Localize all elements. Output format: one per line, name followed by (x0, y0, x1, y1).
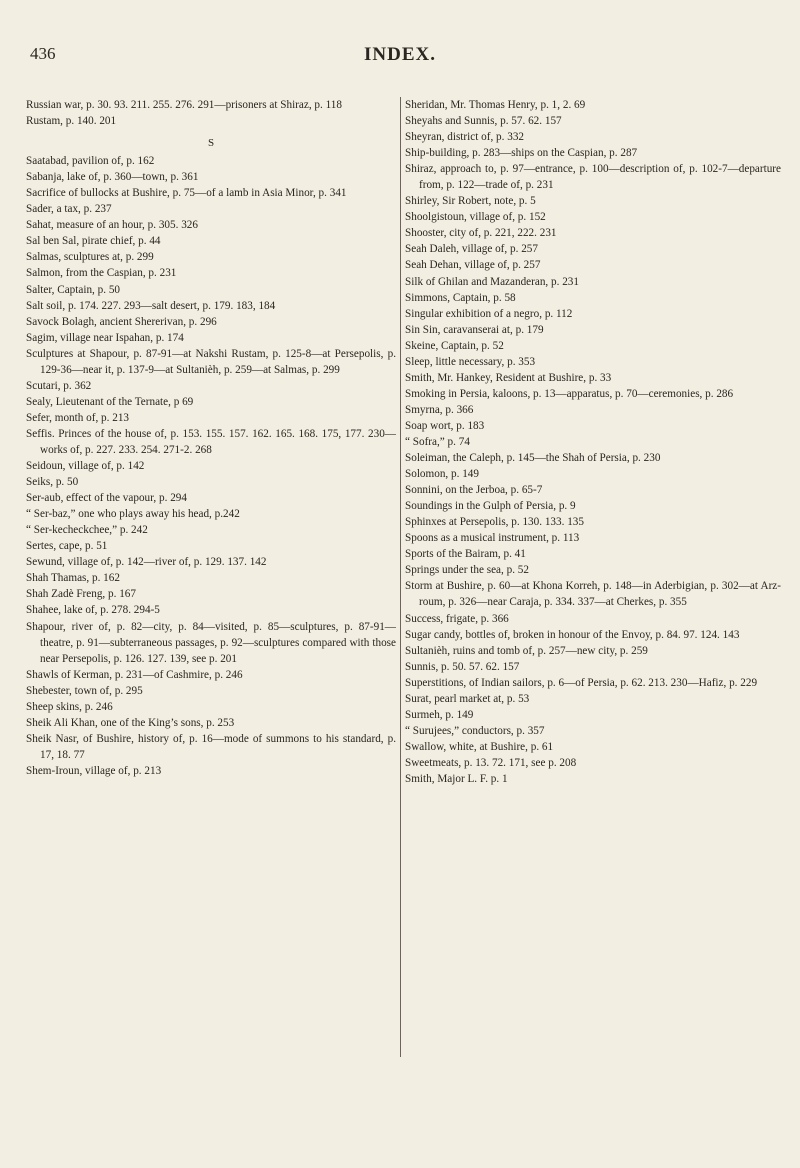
index-entry: Shiraz, approach to, p. 97—entrance, p. 100—description of, p. 102-7—departure from, p. 122—trade of, p. 231 (405, 163, 781, 192)
index-entry: Singular exhibition of a negro, p. 112 (405, 307, 573, 320)
page-header (0, 44, 800, 74)
index-entry: Solomon, p. 149 (405, 468, 479, 481)
index-entry: Shebester, town of, p. 295 (26, 684, 143, 697)
index-entry: Sleep, little necessary, p. 353 (405, 355, 536, 368)
index-entry: Sugar candy, bottles of, broken in honour of the Envoy, p. 84. 97. 124. 143 (405, 628, 740, 641)
index-entry: Spoons as a musical instrument, p. 113 (405, 532, 580, 545)
index-entry: Seidoun, village of, p. 142 (26, 460, 145, 473)
index-entry: “ Surujees,” conductors, p. 357 (405, 724, 545, 737)
column-divider (400, 97, 401, 1057)
section-letter: S (207, 137, 215, 150)
index-entry: Shah Thamas, p. 162 (26, 572, 120, 585)
index-entry: Success, frigate, p. 366 (405, 612, 509, 625)
index-entry: Shem-Iroun, village of, p. 213 (26, 764, 162, 777)
index-entry: Sunnis, p. 50. 57. 62. 157 (405, 660, 520, 673)
index-entry: Sader, a tax, p. 237 (26, 203, 112, 216)
index-column-left (26, 97, 396, 779)
index-entry: Soundings in the Gulph of Persia, p. 9 (405, 500, 576, 513)
index-entry: Soleiman, the Caleph, p. 145—the Shah of Persia, p. 230 (405, 452, 661, 465)
index-entry: Sheyahs and Sunnis, p. 57. 62. 157 (405, 115, 562, 128)
index-entry: Sabanja, lake of, p. 360—town, p. 361 (26, 171, 199, 184)
index-entry: Scutari, p. 362 (26, 379, 92, 392)
index-entry: Sefer, month of, p. 213 (26, 411, 130, 424)
index-entry: Smyrna, p. 366 (405, 403, 474, 416)
index-entry: Shawls of Kerman, p. 231—of Cashmire, p. 246 (26, 668, 243, 681)
index-entry: Ser-aub, effect of the vapour, p. 294 (26, 492, 187, 505)
index-entry: Sahat, measure of an hour, p. 305. 326 (26, 219, 198, 232)
index-entry: Sonnini, on the Jerboa, p. 65-7 (405, 484, 543, 497)
index-entry: Russian war, p. 30. 93. 211. 255. 276. 291—prisoners at Shiraz, p. 118 (26, 99, 342, 111)
index-entry: Smoking in Persia, kaloons, p. 13—apparatus, p. 70—ceremonies, p. 286 (405, 387, 734, 400)
index-entry: Salmon, from the Caspian, p. 231 (26, 267, 177, 280)
index-entry: Seiks, p. 50 (26, 476, 79, 489)
index-entry: Saatabad, pavilion of, p. 162 (26, 155, 155, 168)
index-column-right (405, 97, 781, 787)
index-entry: Shahee, lake of, p. 278. 294-5 (26, 604, 160, 617)
index-entry: Soap wort, p. 183 (405, 419, 485, 432)
index-entry: “ Ser-baz,” one who plays away his head, p.242 (26, 508, 240, 521)
index-entry: Sheik Ali Khan, one of the King’s sons, p. 253 (26, 716, 235, 729)
index-entry: Sagim, village near Ispahan, p. 174 (26, 331, 184, 344)
index-entry: Sealy, Lieutenant of the Ternate, p 69 (26, 395, 194, 408)
page-number: 436 (30, 44, 56, 63)
index-entry: Salmas, sculptures at, p. 299 (26, 251, 154, 264)
index-entry: Shooster, city of, p. 221, 222. 231 (405, 227, 557, 240)
index-entry: Surmeh, p. 149 (405, 708, 474, 721)
index-entry: Salter, Captain, p. 50 (26, 283, 121, 296)
index-entry: Skeine, Captain, p. 52 (405, 339, 504, 352)
index-entry: Surat, pearl market at, p. 53 (405, 692, 530, 705)
index-entry: Sertes, cape, p. 51 (26, 540, 108, 553)
index-entry: Shirley, Sir Robert, note, p. 5 (405, 195, 536, 208)
index-entry: Smith, Major L. F. p. 1 (405, 772, 508, 785)
index-entry: Springs under the sea, p. 52 (405, 564, 529, 577)
index-entry: Seah Daleh, village of, p. 257 (405, 243, 538, 256)
index-entry: Savock Bolagh, ancient Shererivan, p. 296 (26, 315, 217, 328)
index-entry: Superstitions, of Indian sailors, p. 6—of Persia, p. 62. 213. 230—Hafiz, p. 229 (405, 676, 758, 689)
index-entry: Ship-building, p. 283—ships on the Caspian, p. 287 (405, 147, 638, 160)
index-entry: Storm at Bushire, p. 60—at Khona Korreh, p. 148—in Aderbigian, p. 302—at Arz-roum, p. 326—near Caraja, p. 334. 337—at Cherkes, p. 355 (405, 580, 781, 609)
index-entry: Simmons, Captain, p. 58 (405, 291, 516, 304)
index-entry: Sultanièh, ruins and tomb of, p. 257—new city, p. 259 (405, 644, 648, 657)
index-entry: Sphinxes at Persepolis, p. 130. 133. 135 (405, 516, 584, 529)
index-entry: Rustam, p. 140. 201 (26, 115, 117, 128)
index-entry: “ Sofra,” p. 74 (405, 435, 470, 448)
index-entry: “ Ser-kecheckchee,” p. 242 (26, 524, 148, 537)
index-entry: Shapour, river of, p. 82—city, p. 84—visited, p. 85—sculptures, p. 87-91—theatre, p. 91—subterraneous passages, p. 92—sculptures compared with those near Persepolis, p. 126. 127. 139, see p. 201 (26, 620, 396, 665)
index-entry: Sheik Nasr, of Bushire, history of, p. 16—mode of summons to his standard, p. 17, 18. 77 (26, 732, 396, 761)
index-entry: Sweetmeats, p. 13. 72. 171, see p. 208 (405, 756, 577, 769)
index-entry: Smith, Mr. Hankey, Resident at Bushire, p. 33 (405, 371, 612, 384)
index-entry: Sculptures at Shapour, p. 87-91—at Nakshi Rustam, p. 125-8—at Persepolis, p. 129-36—near it, p. 137-9—at Sultanièh, p. 259—at Salmas, p. 299 (26, 347, 396, 376)
index-entry: Sacrifice of bullocks at Bushire, p. 75—of a lamb in Asia Minor, p. 341 (26, 187, 347, 200)
index-entry: Sports of the Bairam, p. 41 (405, 548, 526, 561)
index-entry: Shoolgistoun, village of, p. 152 (405, 211, 546, 224)
index-entry: Sin Sin, caravanserai at, p. 179 (405, 323, 544, 336)
index-entry: Sheridan, Mr. Thomas Henry, p. 1, 2. 69 (405, 99, 586, 111)
index-entry: Seah Dehan, village of, p. 257 (405, 259, 541, 272)
index-entry: Sal ben Sal, pirate chief, p. 44 (26, 235, 161, 248)
index-entry: Sheep skins, p. 246 (26, 700, 113, 713)
index-entry: Seffis. Princes of the house of, p. 153. 155. 157. 162. 165. 168. 175, 177. 230—works of, p. 227. 233. 254. 271-2. 268 (26, 427, 396, 456)
index-entry: Salt soil, p. 174. 227. 293—salt desert, p. 179. 183, 184 (26, 299, 276, 312)
index-entry: Swallow, white, at Bushire, p. 61 (405, 740, 554, 753)
index-entry: Sheyran, district of, p. 332 (405, 131, 525, 144)
index-entry: Sewund, village of, p. 142—river of, p. 129. 137. 142 (26, 556, 267, 569)
index-entry: Shah Zadè Freng, p. 167 (26, 588, 136, 601)
running-head-title: INDEX. (364, 44, 436, 65)
index-entry: Silk of Ghilan and Mazanderan, p. 231 (405, 275, 579, 288)
